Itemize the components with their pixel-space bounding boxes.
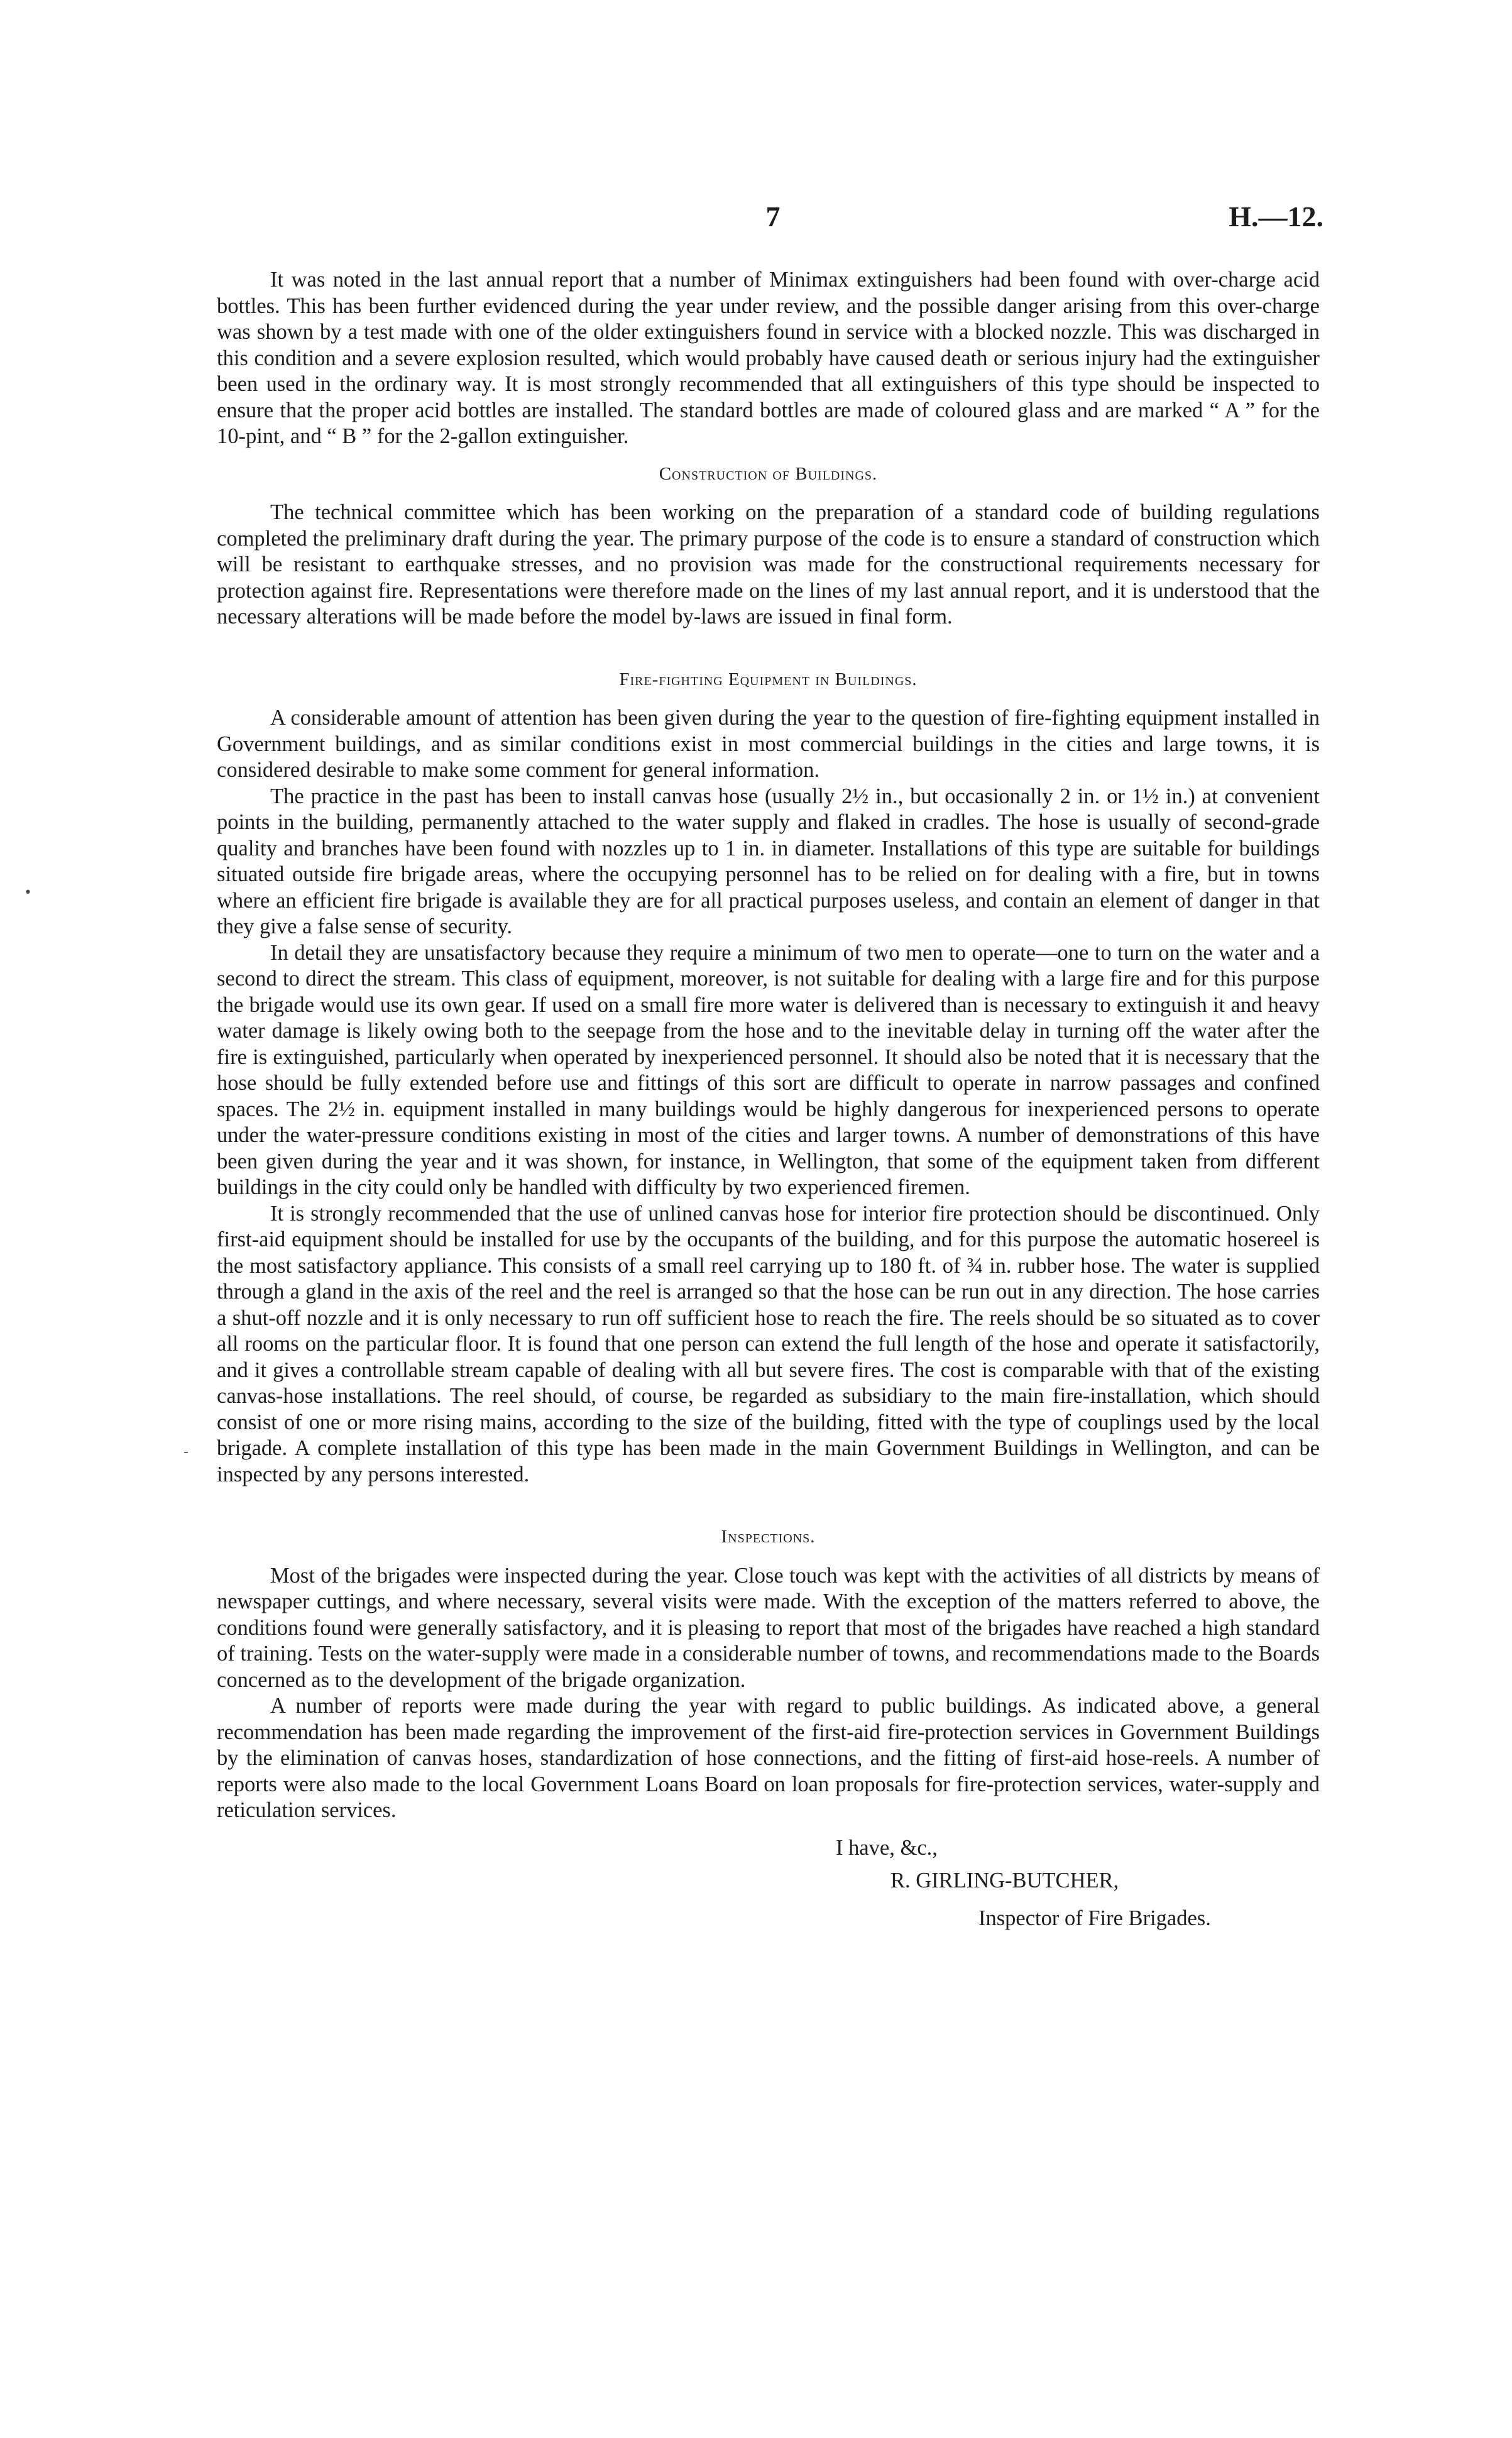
section-heading: Fire-fighting Equipment in Buildings. (619, 669, 918, 689)
signature-title: Inspector of Fire Brigades. (978, 1906, 1211, 1930)
section-heading: Construction of Buildings. (659, 463, 878, 484)
section-heading: Inspections. (721, 1527, 816, 1547)
paragraph: A considerable amount of attention has been given during the year to the question of fire-fighting equipment installed in Government buildings, and as similar conditions exist in most commercial buildings in the cities and large towns, it is considered desirable to make some comment for general information. (217, 706, 1320, 782)
signature-closing: I have, &c., (836, 1835, 938, 1860)
paragraph: Most of the brigades were inspected during the year. Close touch was kept with the activities of all districts by means of newspaper cuttings, and where necessary, several visits were made. With the exception of the matters referred to above, the conditions found were generally satisfactory, and it is pleasing to report that most of the brigades have reached a high standard of training. Tests on the water-supply were made in a considerable number of towns, and recommendations made to the Boards concerned as to the development of the brigade organization. (217, 1563, 1320, 1692)
paragraph: The technical committee which has been working on the preparation of a standard code of building regulations completed the preliminary draft during the year. The primary purpose of the code is to ensure a standard of construction which will be resistant to earthquake stresses, and no provision was made for the constructional requirements necessary for protection against fire. Representations were therefore made on the lines of my last annual report, and it is understood that the necessary alterations will be made before the model by-laws are issued in final form. (217, 500, 1320, 629)
paragraph: It is strongly recommended that the use of unlined canvas hose for interior fire protection should be discontinued. Only first-aid equipment should be installed for use by the occupants of the building, and for this purpose the automatic hosereel is the most satisfactory appliance. This consists of a small reel carrying up to 180 ft. of ¾ in. rubber hose. The water is supplied through a gland in the axis of the reel and the reel is arranged so that the hose can be run out in any direction. The hose carries a shut-off nozzle and it is only necessary to run off sufficient hose to reach the fire. The reels should be so situated as to cover all rooms on the particular floor. It is found that one person can extend the full length of the hose and operate it satisfactorily, and it gives a controllable stream capable of dealing with all but severe fires. The cost is comparable with that of the existing canvas-hose installations. The reel should, of course, be regarded as subsidiary to the main fire-installation, which should consist of one or more rising mains, according to the size of the building, fitted with the type of couplings used by the local brigade. A complete installation of this type has been made in the main Government Buildings in Wellington, and can be inspected by any persons interested. (217, 1201, 1320, 1486)
margin-speck: - (184, 1444, 189, 1460)
paragraph: A number of reports were made during the year with regard to public buildings. As indicated above, a general recommendation has been made regarding the improvement of the first-aid fire-protection services in Government Buildings by the elimination of canvas hoses, standardization of hose connections, and the fitting of first-aid hose-reels. A number of reports were also made to the local Government Loans Board on loan proposals for fire-protection services, water-supply and reticulation services. (217, 1694, 1320, 1822)
paragraph: The practice in the past has been to install canvas hose (usually 2½ in., but occasionally 2 in. or 1½ in.) at convenient points in the building, permanently attached to the water supply and flaked in cradles. The hose is usually of second-grade quality and branches have been found with nozzles up to 1 in. in diameter. Installations of this type are suitable for buildings situated outside fire brigade areas, where the occupying personnel has to be relied on for dealing with a fire, but in towns where an efficient fire brigade is available they are for all practical purposes useless, and contain an element of danger in that they give a false sense of security. (217, 784, 1320, 938)
margin-speck: • (24, 885, 32, 901)
document-reference: H.—12. (1229, 200, 1323, 233)
page-number: 7 (765, 200, 781, 233)
paragraph: In detail they are unsatisfactory because they require a minimum of two men to operate—one to turn on the water and a second to direct the stream. This class of equipment, moreover, is not suitable for dealing with a large fire and for this purpose the brigade would use its own gear. If used on a small fire more water is delivered than is necessary to extinguish it and heavy water damage is likely owing both to the seepage from the hose and to the inevitable delay in turning off the water after the fire is extinguished, particularly when operated by inexperienced personnel. It should also be noted that it is necessary that the hose should be fully extended before use and fittings of this sort are difficult to operate in narrow passages and confined spaces. The 2½ in. equipment installed in many buildings would be highly dangerous for inexperienced persons to operate under the water-pressure conditions existing in most of the cities and larger towns. A number of demonstrations of this have been given during the year and it was shown, for instance, in Wellington, that some of the equipment taken from different buildings in the city could only be handled with difficulty by two experienced firemen. (217, 940, 1320, 1199)
document-body (217, 267, 1320, 1948)
signature-name: R. GIRLING-BUTCHER, (890, 1868, 1119, 1892)
paragraph: It was noted in the last annual report that a number of Minimax extinguishers had been found with over-charge acid bottles. This has been further evidenced during the year under review, and the possible danger arising from this over-charge was shown by a test made with one of the older extinguishers found in service with a blocked nozzle. This was discharged in this condition and a severe explosion resulted, which would probably have caused death or serious injury had the extinguisher been used in the ordinary way. It is most strongly recommended that all extinguishers of this type should be inspected to ensure that the proper acid bottles are installed. The standard bottles are made of coloured glass and are marked “ A ” for the 10-pint, and “ B ” for the 2-gallon extinguisher. (217, 268, 1320, 448)
signature-block (217, 1835, 1320, 1948)
